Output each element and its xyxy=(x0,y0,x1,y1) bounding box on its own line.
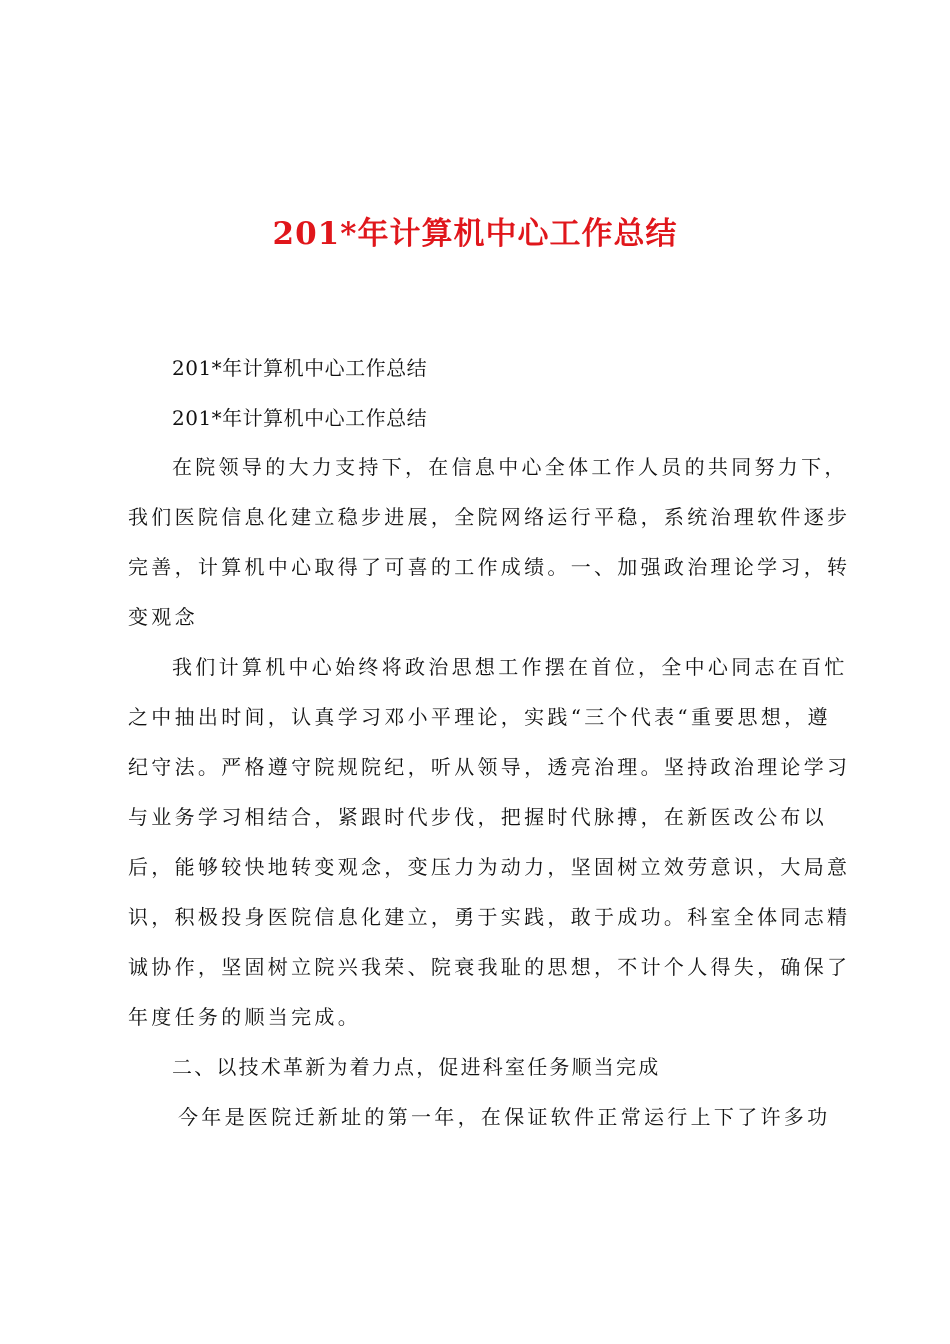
paragraph-1-line-1: 在院领导的大力支持下，在信息中心全体工作人员的共同努力下， xyxy=(172,455,848,479)
paragraph-2-line-4: 与业务学习相结合，紧跟时代步伐，把握时代脉搏，在新医改公布以 xyxy=(128,805,827,829)
paragraph-2-line-5: 后，能够较快地转变观念，变压力为动力，坚固树立效劳意识，大局意 xyxy=(128,855,851,879)
subtitle-line-1: 201*年计算机中心工作总结 xyxy=(172,356,428,380)
paragraph-1-line-2: 我们医院信息化建立稳步进展，全院网络运行平稳，系统治理软件逐步 xyxy=(128,505,851,529)
paragraph-2-line-1: 我们计算机中心始终将政治思想工作摆在首位，全中心同志在百忙 xyxy=(172,655,848,679)
document-title: 201*年计算机中心工作总结 xyxy=(272,216,678,252)
paragraph-2-line-7: 诚协作，坚固树立院兴我荣、院衰我耻的思想，不计个人得失，确保了 xyxy=(128,955,851,979)
paragraph-2-line-2: 之中抽出时间，认真学习邓小平理论，实践“三个代表“重要思想，遵 xyxy=(128,705,831,729)
paragraph-3-line-1: 今年是医院迁新址的第一年，在保证软件正常运行上下了许多功 xyxy=(178,1105,831,1129)
paragraph-2-line-3: 纪守法。严格遵守院规院纪，听从领导，透亮治理。坚持政治理论学习 xyxy=(128,755,851,779)
paragraph-1-line-4: 变观念 xyxy=(128,605,198,629)
subtitle-line-2: 201*年计算机中心工作总结 xyxy=(172,406,428,430)
paragraph-2-line-6: 识，积极投身医院信息化建立，勇于实践，敢于成功。科室全体同志精 xyxy=(128,905,851,929)
section-heading-2: 二、以技术革新为着力点，促进科室任务顺当完成 xyxy=(172,1055,661,1079)
paragraph-2-line-8: 年度任务的顺当完成。 xyxy=(128,1005,361,1029)
paragraph-1-line-3: 完善，计算机中心取得了可喜的工作成绩。一、加强政治理论学习，转 xyxy=(128,555,851,579)
